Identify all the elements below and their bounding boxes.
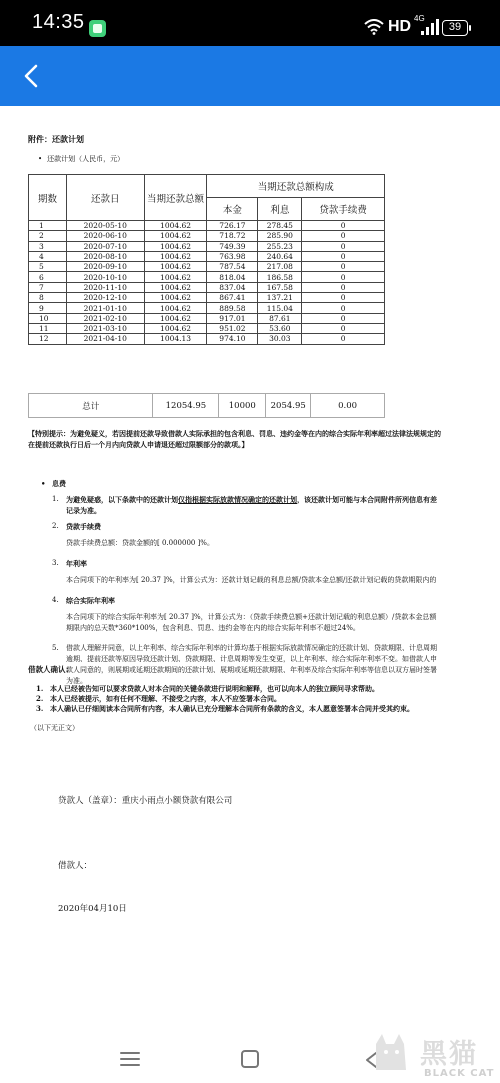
term-3: [52, 558, 500, 586]
table-cell: 0: [302, 323, 385, 333]
term-body: [66, 575, 500, 586]
table-cell: 1004.62: [144, 293, 207, 303]
table-row: [29, 313, 385, 323]
term-text-line: 款人同意的，则展期或延期还款期间的还款计划、展期或延期还款期限、年利率及综合实际年利率等信息以双方届时签署: [66, 666, 437, 674]
term-text-line: 记录为准。: [66, 506, 101, 515]
table-cell: 217.08: [258, 262, 302, 272]
item-number: 2.: [36, 694, 44, 703]
table-cell: 30.03: [258, 334, 302, 344]
table-cell: 2021-01-10: [66, 303, 144, 313]
app-bar: [0, 46, 500, 106]
table-row: [29, 323, 385, 333]
status-time: 14:35: [32, 11, 85, 33]
table-cell: 285.90: [258, 231, 302, 241]
attachment-heading: 附件：还款计划: [28, 134, 84, 144]
item-text: 本人已经被告知可以要求贷款人对本合同的关键条款进行说明和解释，也可以向本人的独立顾问寻求帮助。: [50, 684, 379, 693]
term-text-line: 借款人理解并同意，以上年利率、综合实际年利率的计算均基于根据实际放款情况确定的还款计划、贷款期限、计息周期: [66, 644, 437, 652]
table-row: [29, 334, 385, 344]
table-row: [29, 231, 385, 241]
table-cell: 0: [302, 313, 385, 323]
table-cell: 1004.62: [144, 272, 207, 282]
table-cell: 87.61: [258, 313, 302, 323]
network-type: 4G: [414, 14, 425, 23]
confirm-title: 借款人确认：: [28, 665, 73, 674]
table-cell: 7: [29, 282, 67, 292]
term-body-line: 本合同项下的年利率为[ 20.37 ]%，计算公式为：还款计划记载的利息总额/贷款本金总额/还款计划记载的贷款期限内的: [66, 576, 437, 584]
term-title: 年利率: [66, 559, 87, 568]
term-number: 5.: [52, 644, 59, 652]
table-row: [29, 293, 385, 303]
battery-icon: 39: [442, 20, 468, 36]
table-row: [29, 282, 385, 292]
watermark-cn: 黑猫: [420, 1039, 478, 1070]
table-cell: 12: [29, 334, 67, 344]
table-cell: 137.21: [258, 293, 302, 303]
term-text-line: ，该还款计划可能与本合同附件所列信息有差: [297, 495, 437, 504]
table-cell: 2020-12-10: [66, 293, 144, 303]
signature-date: 2020年04月10日: [58, 904, 127, 914]
col-principal: 本金: [207, 198, 258, 221]
end-note: （以下无正文）: [30, 724, 79, 732]
total-row: [29, 394, 385, 418]
table-cell: 2020-05-10: [66, 221, 144, 231]
list-item: [36, 684, 414, 694]
table-cell: 718.72: [207, 231, 258, 241]
table-row: [29, 262, 385, 272]
table-cell: 2020-07-10: [66, 241, 144, 251]
document-view[interactable]: [0, 106, 500, 1016]
total-principal: 10000: [219, 394, 266, 418]
confirm-list: [36, 684, 414, 714]
table-cell: 0: [302, 231, 385, 241]
app-notification-icon: [89, 20, 106, 37]
watermark: [372, 1030, 500, 1083]
table-row: [29, 272, 385, 282]
col-interest: 利息: [258, 198, 302, 221]
table-cell: 11: [29, 323, 67, 333]
table-cell: 1004.62: [144, 313, 207, 323]
table-cell: 278.45: [258, 221, 302, 231]
table-cell: 1004.62: [144, 231, 207, 241]
col-group: 当期还款总额构成: [207, 175, 385, 198]
home-icon[interactable]: [241, 1050, 259, 1068]
table-cell: 0: [302, 303, 385, 313]
term-4: [52, 595, 500, 634]
watermark-en: BLACK CAT: [424, 1068, 495, 1079]
plan-caption: • 还款计划（人民币，元）: [38, 154, 124, 164]
table-cell: 763.98: [207, 251, 258, 261]
table-cell: 0: [302, 334, 385, 344]
table-cell: 6: [29, 272, 67, 282]
table-cell: 2021-03-10: [66, 323, 144, 333]
item-text: 本人确认已仔细阅读本合同所有内容，本人确认已充分理解本合同所有条款的含义，本人愿意签署本合同并受其约束。: [50, 704, 414, 713]
table-cell: 255.23: [258, 241, 302, 251]
table-cell: 167.58: [258, 282, 302, 292]
table-cell: 917.01: [207, 313, 258, 323]
table-cell: 0: [302, 262, 385, 272]
table-cell: 0: [302, 221, 385, 231]
table-cell: 726.17: [207, 221, 258, 231]
table-cell: 1004.62: [144, 251, 207, 261]
table-cell: 2020-10-10: [66, 272, 144, 282]
notice-line: 在提前还款执行日后一个月内向贷款人申请退还超过限额部分的款项。】: [28, 440, 249, 449]
table-cell: 1004.62: [144, 323, 207, 333]
term-text-line: 为避免疑惑，以下条款中的还款计划: [66, 495, 178, 504]
term-1: [52, 494, 500, 516]
term-body: [66, 612, 500, 634]
table-cell: 0: [302, 282, 385, 292]
table-cell: 115.04: [258, 303, 302, 313]
lender-signature: 贷款人（盖章）：重庆小雨点小额贷款有限公司: [58, 796, 233, 806]
total-table: [28, 393, 385, 418]
term-number: 1.: [52, 495, 59, 503]
table-row: [29, 303, 385, 313]
item-text: 本人已经被提示，如有任何不理解、不接受之内容，本人不应签署本合同。: [50, 694, 281, 703]
table-cell: 867.41: [207, 293, 258, 303]
table-cell: 2020-09-10: [66, 262, 144, 272]
term-text-line: 为准。: [66, 677, 87, 685]
table-row: [29, 241, 385, 251]
table-cell: 0: [302, 251, 385, 261]
table-cell: 1004.62: [144, 221, 207, 231]
hd-indicator: HD: [388, 18, 412, 35]
table-cell: 1004.62: [144, 303, 207, 313]
term-body-line: 期限内的总天数*360*100%，包含利息、罚息、违约金等在内的综合实际年利率不超过24%。: [66, 624, 360, 632]
term-body-line: 贷款手续费总额：贷款金额的[ 0.000000 ]%。: [66, 539, 214, 547]
table-cell: 2020-06-10: [66, 231, 144, 241]
term-title: 贷款手续费: [66, 522, 101, 531]
table-cell: 2021-04-10: [66, 334, 144, 344]
signal-icon: [420, 18, 440, 36]
list-item: [36, 694, 414, 704]
term-2: [52, 521, 500, 549]
table-cell: 974.10: [207, 334, 258, 344]
wifi-icon: [364, 19, 384, 35]
notice-line: 【特别提示：为避免疑义，若因提前还款导致借款人实际承担的包含利息、罚息、违约金等在内的综合实际年利率超过法律法规规定的: [28, 429, 441, 438]
table-cell: 2: [29, 231, 67, 241]
term-title: 综合实际年利率: [66, 596, 115, 605]
table-cell: 5: [29, 262, 67, 272]
table-cell: 1004.62: [144, 282, 207, 292]
table-cell: 3: [29, 241, 67, 251]
total-fee: 0.00: [311, 394, 385, 418]
table-cell: 9: [29, 303, 67, 313]
table-cell: 1004.62: [144, 241, 207, 251]
table-row: [29, 221, 385, 231]
item-number: 3.: [36, 704, 44, 713]
special-notice: [28, 428, 500, 450]
table-cell: 8: [29, 293, 67, 303]
item-number: 1.: [36, 684, 44, 693]
table-cell: 837.04: [207, 282, 258, 292]
table-cell: 1004.62: [144, 262, 207, 272]
table-cell: 4: [29, 251, 67, 261]
table-cell: 1: [29, 221, 67, 231]
fees-title: • 息费: [52, 478, 500, 489]
status-bar: [0, 0, 500, 46]
col-period: 期数: [29, 175, 67, 221]
table-cell: 889.58: [207, 303, 258, 313]
total-label: 总计: [29, 394, 153, 418]
table-cell: 240.64: [258, 251, 302, 261]
table-cell: 818.04: [207, 272, 258, 282]
table-cell: 787.54: [207, 262, 258, 272]
term-body: [66, 538, 500, 549]
term-number: 3.: [52, 559, 59, 567]
total-interest: 2054.95: [266, 394, 311, 418]
col-date: 还款日: [66, 175, 144, 221]
table-cell: 53.60: [258, 323, 302, 333]
term-body-line: 本合同项下的综合实际年利率为[ 20.37 ]%，计算公式为：（贷款手续费总额+还款计划记载的利息总额）/贷款本金总额: [66, 613, 437, 621]
borrower-signature: 借款人：: [58, 861, 93, 871]
term-5: [52, 643, 500, 687]
menu-icon[interactable]: [120, 1052, 140, 1066]
repayment-table: [28, 174, 385, 345]
table-cell: 0: [302, 241, 385, 251]
term-text: [66, 494, 500, 505]
term-number: 4.: [52, 596, 59, 604]
term-number: 2.: [52, 522, 59, 530]
table-cell: 10: [29, 313, 67, 323]
col-fee: 贷款手续费: [302, 198, 385, 221]
term-text-line: 逾期、提前还款等原因导致还款计划、贷款期限、计息周期等发生变更，以上年利率、综合实际年利率不变。如借款人申: [66, 655, 437, 663]
table-cell: 951.02: [207, 323, 258, 333]
total-amount: 12054.95: [153, 394, 219, 418]
table-cell: 2021-02-10: [66, 313, 144, 323]
term-text-underlined: 仅指根据实际放款情况确定的还款计划: [178, 495, 297, 504]
black-cat-logo-icon: [372, 1030, 414, 1072]
table-row: [29, 251, 385, 261]
table-cell: 2020-08-10: [66, 251, 144, 261]
table-cell: 0: [302, 272, 385, 282]
table-cell: 749.39: [207, 241, 258, 251]
table-cell: 186.58: [258, 272, 302, 282]
table-cell: 1004.13: [144, 334, 207, 344]
list-item: [36, 704, 414, 714]
col-total: 当期还款总额: [144, 175, 207, 221]
fees-section: [52, 478, 500, 687]
table-cell: 2020-11-10: [66, 282, 144, 292]
table-cell: 0: [302, 293, 385, 303]
chevron-left-icon[interactable]: [14, 58, 50, 94]
